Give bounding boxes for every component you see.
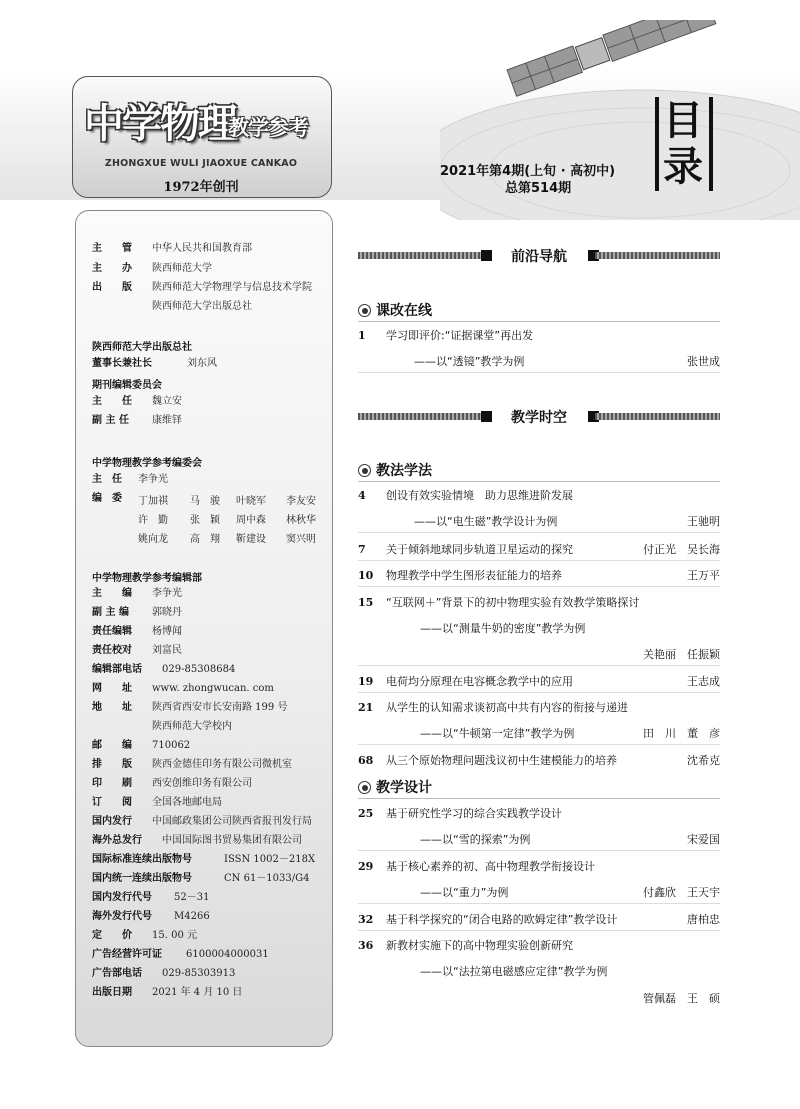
dept-heading: 中学物理教学参考编辑部	[92, 573, 202, 584]
board-member: 丁加祺	[138, 496, 168, 507]
toc-entry-sub: ——以“法拉第电磁感应定律”教学为例	[420, 965, 608, 978]
bullet-icon	[358, 781, 371, 794]
info-board-director: 主 任 李争光	[92, 474, 168, 485]
toc-entry[interactable]: 15 “互联网＋”背景下的初中物理实验有效教学策略探讨	[358, 596, 640, 609]
info-overseas-dist: 海外总发行 中国国际图书贸易集团有限公司	[92, 835, 302, 846]
info-phone: 编辑部电话 029-85308684	[92, 664, 236, 675]
toc-entry-sub: ——以“重力”为例 付鑫欣 王天宇	[358, 883, 720, 904]
info-sponsor: 主 管 中华人民共和国教育部	[92, 243, 252, 254]
info-editor: 主 编 李争光	[92, 588, 182, 599]
info-publisher: 出 版 陕西师范大学物理学与信息技术学院	[92, 282, 312, 293]
info-pub-date: 出版日期 2021 年 4 月 10 日	[92, 987, 243, 998]
journal-committee-heading: 期刊编辑委员会	[92, 380, 162, 391]
toc-title: 目录	[663, 98, 703, 190]
info-issn: 国际标准连续出版物号 ISSN 1002－218X	[92, 854, 316, 865]
info-zip: 邮 编 710062	[92, 740, 191, 751]
board-member: 靳建设	[236, 534, 266, 545]
toc-entry[interactable]: 1 学习即评价:“证据课堂”再出发	[358, 329, 534, 342]
toc-entry[interactable]: 21 从学生的认知需求谈初高中共有内容的衔接与递进	[358, 701, 628, 714]
info-typeset: 排 版 陕西金德佳印务有限公司微机室	[92, 759, 292, 770]
info-chairman: 董事长兼社长 刘东风	[92, 358, 217, 369]
board-member: 许 勤	[138, 515, 168, 526]
info-resp-editor: 责任编辑 杨博闻	[92, 626, 182, 637]
info-director: 主 任 魏立安	[92, 396, 182, 407]
info-vice-director: 副 主 任 康维铎	[92, 415, 182, 426]
info-domestic-code: 国内发行代号 52－31	[92, 892, 210, 903]
board-member: 姚向龙	[138, 534, 168, 545]
toc-entry-sub: ——以“电生磁”教学设计为例 王驰明	[358, 512, 720, 533]
info-overseas-code: 海外发行代号 M4266	[92, 911, 210, 922]
toc-entry[interactable]: 25 基于研究性学习的综合实践教学设计	[358, 807, 562, 820]
bullet-icon	[358, 464, 371, 477]
toc-entry[interactable]: 68 从三个原始物理问题浅议初中生建模能力的培养 沈希克	[358, 754, 720, 767]
section-design: 教学设计	[358, 778, 720, 799]
board-member: 高 翔	[190, 534, 220, 545]
logo-title: 中学物理	[84, 100, 236, 147]
info-website: 网 址 www. zhongwucan. com	[92, 683, 274, 694]
board-member: 林秋华	[286, 515, 316, 526]
info-price: 定 价 15. 00 元	[92, 930, 197, 941]
info-organizer: 主 办 陕西师范大学	[92, 263, 212, 274]
satellite-globe-illustration	[440, 20, 800, 220]
toc-entry[interactable]: 10 物理教学中学生图形表征能力的培养 王万平	[358, 566, 720, 587]
info-vice-editor: 副 主 编 郭晓丹	[92, 607, 182, 618]
info-printer: 印 刷 西安创维印务有限公司	[92, 778, 252, 789]
total-issue: 总第514期	[505, 181, 572, 196]
info-address: 地 址 陕西省西安市长安南路 199 号	[92, 702, 288, 713]
press-heading: 陕西师范大学出版总社	[92, 342, 192, 353]
toc-entry-sub: ——以“牛顿第一定律”教学为例 田 川 董 彦	[358, 724, 720, 745]
toc-entry-sub: ——以“雪的探索”为例 宋爱国	[358, 830, 720, 851]
toc-entry-author: 关艳丽 任振颖	[358, 645, 720, 666]
toc-entry[interactable]: 7 关于倾斜地球同步轨道卫星运动的探究 付正光 吴长海	[358, 540, 720, 561]
toc-entry-sub: ——以“透镜”教学为例 张世成	[358, 352, 720, 373]
founded-year: 1972年创刊	[163, 180, 239, 195]
toc-entry[interactable]: 29 基于核心素养的初、高中物理教学衔接设计	[358, 860, 595, 873]
info-proofreader: 责任校对 刘富民	[92, 645, 182, 656]
info-ad-license: 广告经营许可证 6100004000031	[92, 949, 269, 960]
section-methods: 教法学法	[358, 461, 720, 482]
toc-entry[interactable]: 32 基于科学探究的“闭合电路的欧姆定律”教学设计 唐柏忠	[358, 910, 720, 931]
logo-subtitle: 教学参考	[228, 116, 308, 140]
section-banner-frontier: 前沿导航	[358, 247, 720, 265]
board-member: 李友安	[286, 496, 316, 507]
toc-entry-author: 管佩磊 王 硕	[643, 992, 720, 1005]
logo-pinyin: ZHONGXUE WULI JIAOXUE CANKAO	[104, 158, 298, 169]
info-board-members: 编 委	[92, 493, 122, 504]
board-member: 周中森	[236, 515, 266, 526]
info-subscription: 订 阅 全国各地邮电局	[92, 797, 222, 808]
info-ad-phone: 广告部电话 029-85303913	[92, 968, 236, 979]
bullet-icon	[358, 304, 371, 317]
board-member: 叶晓军	[236, 496, 266, 507]
info-cn: 国内统一连续出版物号 CN 61－1033/G4	[92, 873, 310, 884]
issue-number: 2021年第4期(上旬 · 高初中)	[440, 164, 616, 179]
section-curriculum-reform: 课改在线	[358, 301, 720, 322]
info-domestic-dist: 国内发行 中国邮政集团公司陕西省报刊发行局	[92, 816, 312, 827]
board-member: 张 颖	[190, 515, 220, 526]
toc-entry[interactable]: 19 电荷均分原理在电容概念教学中的应用 王志成	[358, 672, 720, 693]
board-member: 窦兴明	[286, 534, 316, 545]
section-banner-teaching: 教学时空	[358, 408, 720, 426]
toc-entry-sub: ——以“测量牛奶的密度”教学为例	[420, 622, 586, 635]
toc-entry[interactable]: 4 创设有效实验情境 助力思维进阶发展	[358, 489, 573, 502]
board-member: 马 骏	[190, 496, 220, 507]
board-heading: 中学物理教学参考编委会	[92, 458, 202, 469]
toc-entry[interactable]: 36 新教材实施下的高中物理实验创新研究	[358, 939, 573, 952]
